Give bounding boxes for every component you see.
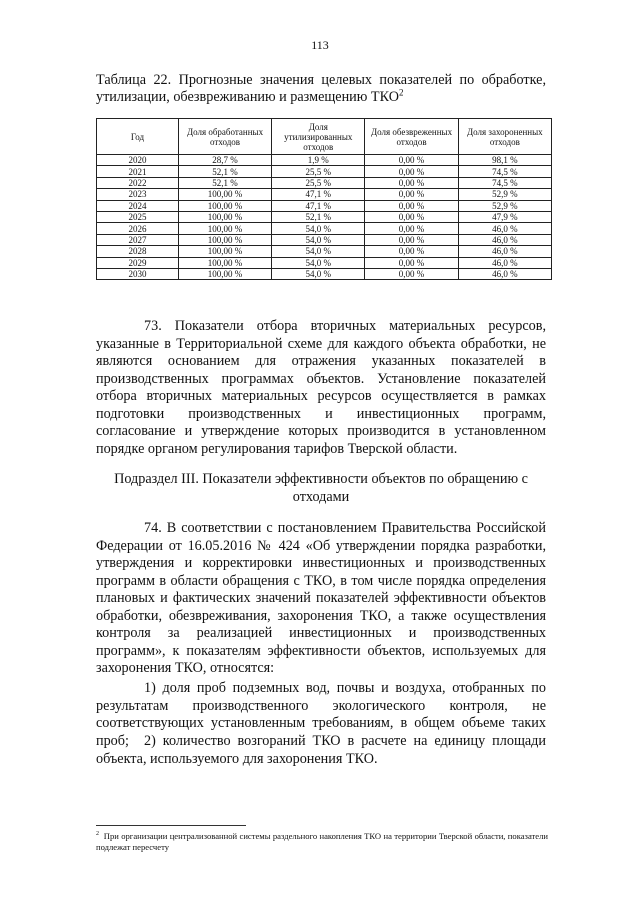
- subsection-heading: Подраздел III. Показатели эффективности объектов по обращению с отходами: [114, 471, 528, 505]
- cell-buried: 52,9 %: [458, 189, 551, 200]
- cell-buried: 46,0 %: [458, 246, 551, 257]
- cell-neutralized: 0,00 %: [365, 166, 458, 177]
- cell-processed: 100,00 %: [178, 189, 271, 200]
- table-row: [97, 200, 552, 211]
- cell-neutralized: 0,00 %: [365, 257, 458, 268]
- cell-year: 2024: [97, 200, 179, 211]
- cell-utilized: 1,9 %: [272, 155, 365, 166]
- cell-year: 2029: [97, 257, 179, 268]
- cell-neutralized: 0,00 %: [365, 234, 458, 245]
- cell-processed: 100,00 %: [178, 234, 271, 245]
- cell-processed: 100,00 %: [178, 257, 271, 268]
- paragraph-73-text: 73. Показатели отбора вторичных материальных ресурсов, указанные в Территориальной схеме для каждого объекта обработки, не являются основанием для отражения указанных показателей в производственных программах объектов. Установление показателей отбора вторичных материальных ресурсов осуществляется в рамках подготовки производственных и инвестиционных программ, согласование и утверждение которых производится в установленном порядке органом регулирования тарифов Тверской области.: [96, 318, 546, 457]
- paragraph-73: [96, 318, 546, 458]
- cell-utilized: 54,0 %: [272, 234, 365, 245]
- cell-buried: 74,5 %: [458, 177, 551, 188]
- cell-neutralized: 0,00 %: [365, 155, 458, 166]
- list-item-2-text: 2) количество возгораний ТКО в расчете на единицу площади объекта, используемого для захоронения ТКО.: [96, 733, 546, 767]
- cell-year: 2030: [97, 268, 179, 279]
- cell-neutralized: 0,00 %: [365, 200, 458, 211]
- cell-processed: 100,00 %: [178, 246, 271, 257]
- cell-utilized: 47,1 %: [272, 200, 365, 211]
- header-buried: Доля захороненных отходов: [458, 119, 551, 155]
- table-caption: [96, 72, 546, 106]
- table-row: [97, 155, 552, 166]
- table-row: [97, 246, 552, 257]
- header-processed: Доля обработанных отходов: [178, 119, 271, 155]
- cell-processed: 100,00 %: [178, 200, 271, 211]
- cell-year: 2027: [97, 234, 179, 245]
- cell-neutralized: 0,00 %: [365, 189, 458, 200]
- table-row: [97, 189, 552, 200]
- cell-buried: 98,1 %: [458, 155, 551, 166]
- cell-processed: 100,00 %: [178, 211, 271, 222]
- cell-utilized: 25,5 %: [272, 166, 365, 177]
- cell-year: 2023: [97, 189, 179, 200]
- cell-utilized: 54,0 %: [272, 246, 365, 257]
- paragraph-74-text: 74. В соответствии с постановлением Правительства Российской Федерации от 16.05.2016 № 424 «Об утверждении порядка разработки, утверждения и корректировки инвестиционных и производственных программ в области обращения с ТКО, в том числе порядка определения плановых и фактических значений показателей эффективности объектов обработки, обезвреживания, захоронения ТКО, а также осуществления контроля за реализацией инвестиционных и производственных программ», к показателям эффективности объектов, используемых для захоронения ТКО, относятся:: [96, 520, 546, 676]
- cell-processed: 52,1 %: [178, 166, 271, 177]
- header-year: Год: [97, 119, 179, 155]
- list-item-2: [96, 733, 546, 768]
- cell-neutralized: 0,00 %: [365, 223, 458, 234]
- table-header-row: [97, 119, 552, 155]
- cell-buried: 46,0 %: [458, 257, 551, 268]
- cell-year: 2025: [97, 211, 179, 222]
- footnote: [96, 831, 548, 853]
- table-row: [97, 223, 552, 234]
- cell-year: 2026: [97, 223, 179, 234]
- cell-utilized: 54,0 %: [272, 223, 365, 234]
- cell-year: 2022: [97, 177, 179, 188]
- cell-buried: 46,0 %: [458, 268, 551, 279]
- cell-utilized: 54,0 %: [272, 257, 365, 268]
- footnote-text: При организации централизованной системы раздельного накопления ТКО на территории Тверской области, показатели подлежат пересчету: [96, 831, 549, 852]
- targets-table: [96, 118, 552, 280]
- cell-processed: 52,1 %: [178, 177, 271, 188]
- cell-utilized: 54,0 %: [272, 268, 365, 279]
- header-neutralized: Доля обезвреженных отходов: [365, 119, 458, 155]
- cell-neutralized: 0,00 %: [365, 268, 458, 279]
- cell-neutralized: 0,00 %: [365, 177, 458, 188]
- paragraph-74: [96, 520, 546, 678]
- footnote-divider: [96, 825, 246, 826]
- cell-processed: 100,00 %: [178, 268, 271, 279]
- table-row: [97, 257, 552, 268]
- caption-footnote-mark: 2: [398, 87, 404, 98]
- cell-buried: 46,0 %: [458, 223, 551, 234]
- table-row: [97, 177, 552, 188]
- footnote-mark: 2: [96, 831, 99, 838]
- cell-utilized: 25,5 %: [272, 177, 365, 188]
- cell-buried: 46,0 %: [458, 234, 551, 245]
- cell-buried: 52,9 %: [458, 200, 551, 211]
- list-item-1-text: 1) доля проб подземных вод, почвы и воздуха, отобранных по результатам производственного экологического контроля, не соответствующих установленным требованиям, в общем объеме таких проб;: [96, 680, 546, 749]
- header-utilized: Доля утилизированных отходов: [272, 119, 365, 155]
- caption-text: Таблица 22. Прогнозные значения целевых показателей по обработке, утилизации, обезвреживанию и размещению ТКО: [96, 72, 546, 105]
- cell-buried: 74,5 %: [458, 166, 551, 177]
- page-number: 113: [311, 38, 329, 52]
- table-row: [97, 211, 552, 222]
- cell-buried: 47,9 %: [458, 211, 551, 222]
- cell-processed: 28,7 %: [178, 155, 271, 166]
- cell-utilized: 47,1 %: [272, 189, 365, 200]
- cell-year: 2028: [97, 246, 179, 257]
- cell-neutralized: 0,00 %: [365, 246, 458, 257]
- table-row: [97, 234, 552, 245]
- cell-year: 2021: [97, 166, 179, 177]
- table-row: [97, 166, 552, 177]
- cell-utilized: 52,1 %: [272, 211, 365, 222]
- cell-neutralized: 0,00 %: [365, 211, 458, 222]
- table-row: [97, 268, 552, 279]
- cell-year: 2020: [97, 155, 179, 166]
- cell-processed: 100,00 %: [178, 223, 271, 234]
